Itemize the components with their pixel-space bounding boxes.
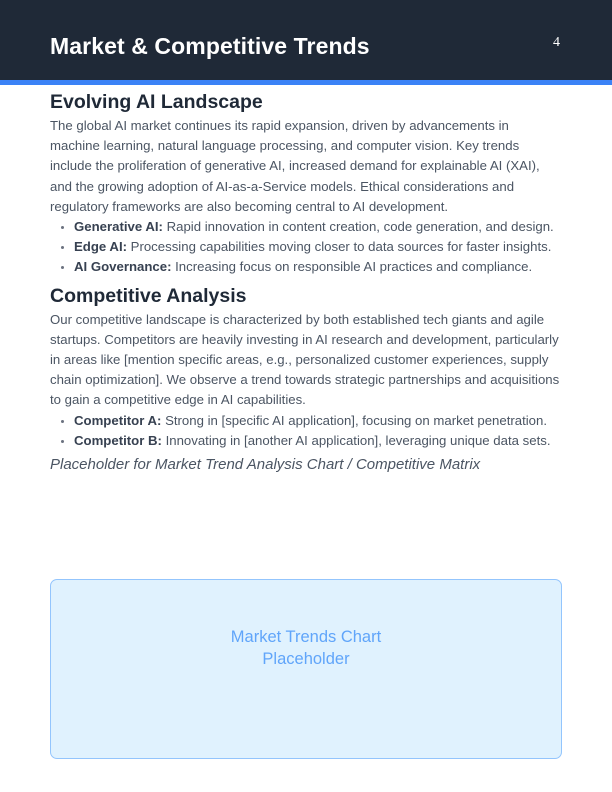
chart-placeholder [50, 579, 562, 759]
list-item-text: Strong in [specific AI application], focusing on market penetration. [161, 412, 548, 428]
section-evolving-ai [50, 88, 562, 278]
section-paragraph: The global AI market continues its rapid expansion, driven by advancements in machine learning, natural language processing, and computer vision. Key trends include the proliferation of generative AI, increased demand for explainable AI (XAI), and the growing adoption of AI-as-a-Service models. Ethical considerations and regulatory frameworks are also becoming central to AI development. [50, 118, 540, 214]
list-item [74, 411, 562, 431]
chart-placeholder-line2: Placeholder [262, 650, 350, 668]
page-title: Market & Competitive Trends [50, 33, 370, 59]
list-item-term: Edge AI: [74, 239, 127, 255]
list-item [74, 217, 562, 237]
page-header [0, 0, 612, 85]
list-item-text: Rapid innovation in content creation, code generation, and design. [162, 219, 554, 235]
list-item [74, 257, 562, 277]
section-competitive-analysis [50, 282, 562, 451]
section-heading: Competitive Analysis [50, 284, 247, 307]
trend-list [50, 217, 562, 278]
list-item-term: Generative AI: [74, 219, 163, 235]
figure-caption: Placeholder for Market Trend Analysis Chart / Competitive Matrix [50, 456, 481, 474]
section-paragraph: Our competitive landscape is characterized by both established tech giants and agile startups. Competitors are heavily investing in AI research and development, particularly in areas like [mention specific areas, e.g., personalized customer experiences, supply chain optimization]. We observe a trend towards strategic partnerships and acquisitions to gain a competitive edge in AI capabilities. [50, 311, 560, 408]
section-heading: Evolving AI Landscape [50, 91, 263, 113]
list-item-term: AI Governance: [74, 259, 172, 275]
chart-placeholder-line1: Market Trends Chart [230, 628, 382, 646]
chart-placeholder-label [51, 626, 561, 670]
list-item-text: Innovating in [another AI application], leveraging unique data sets. [161, 432, 551, 448]
list-item-term: Competitor A: [74, 412, 162, 428]
list-item-term: Competitor B: [74, 432, 162, 448]
list-item [74, 431, 562, 451]
competitor-list [50, 411, 562, 451]
page-content [50, 88, 562, 475]
list-item-text: Processing capabilities moving closer to data sources for faster insights. [127, 239, 552, 255]
list-item-text: Increasing focus on responsible AI practices and compliance. [171, 259, 533, 275]
list-item [74, 237, 562, 257]
page-number: 4 [553, 35, 560, 50]
